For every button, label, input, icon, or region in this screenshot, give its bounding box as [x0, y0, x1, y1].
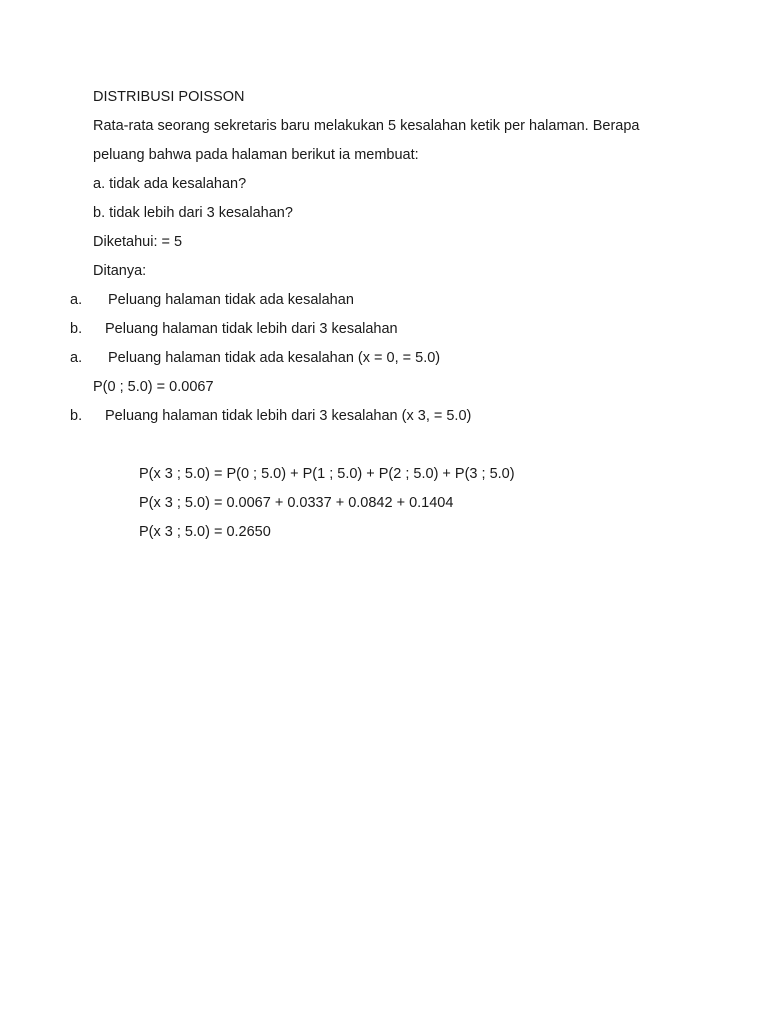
answer-b-text: Peluang halaman tidak lebih dari 3 kesalahan (x 3, = 5.0)	[105, 408, 472, 424]
answer-a-result: P(0 ; 5.0) = 0.0067	[93, 379, 214, 395]
calc-line-3: P(x 3 ; 5.0) = 0.2650	[139, 524, 271, 540]
answer-b-marker: b.	[70, 408, 83, 424]
question-b: b. tidak lebih dari 3 kesalahan?	[93, 205, 293, 221]
diketahui-line: Diketahui: = 5	[93, 234, 183, 250]
list-item: Peluang halaman tidak ada kesalahan	[108, 292, 354, 308]
answer-a-marker: a.	[70, 350, 83, 366]
list-marker: a.	[70, 292, 83, 308]
ditanya-line: Ditanya:	[93, 263, 147, 279]
list-item: Peluang halaman tidak lebih dari 3 kesalahan	[105, 321, 398, 337]
calc-line-1: P(x 3 ; 5.0) = P(0 ; 5.0) + P(1 ; 5.0) + P(2 ; 5.0) + P(3 ; 5.0)	[139, 466, 515, 482]
calc-line-2: P(x 3 ; 5.0) = 0.0067 + 0.0337 + 0.0842 + 0.1404	[139, 495, 454, 511]
document-title: DISTRIBUSI POISSON	[93, 89, 245, 105]
intro-line-2: peluang bahwa pada halaman berikut ia membuat:	[93, 147, 419, 163]
list-marker: b.	[70, 321, 83, 337]
question-a: a. tidak ada kesalahan?	[93, 176, 247, 192]
answer-a-text: Peluang halaman tidak ada kesalahan (x = 0, = 5.0)	[108, 350, 441, 366]
intro-line-1: Rata-rata seorang sekretaris baru melakukan 5 kesalahan ketik per halaman. Berapa	[93, 118, 640, 134]
